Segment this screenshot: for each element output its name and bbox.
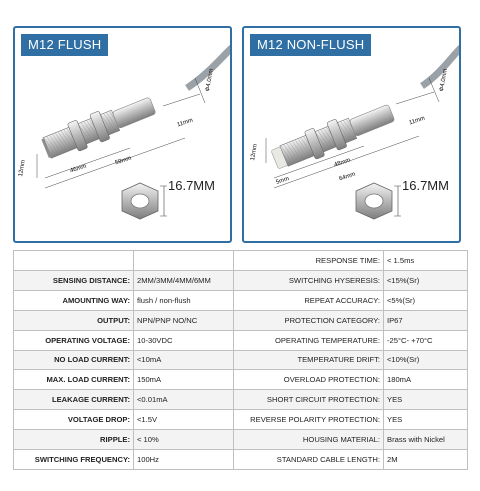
nut-image — [122, 183, 158, 219]
spec-label-right: STANDARD CABLE LENGTH: — [234, 450, 384, 470]
spec-label-right: SWITCHING HYSERESIS: — [234, 270, 384, 290]
table-row — [14, 290, 468, 310]
dim-length-thread: 46mm — [69, 163, 88, 175]
spec-label-left: OPERATING VOLTAGE: — [14, 330, 134, 350]
spec-label-left: SWITCHING FREQUENCY: — [14, 450, 134, 470]
spec-value-right: <15%(Sr) — [384, 270, 468, 290]
spec-value-right: -25°C- +70°C — [384, 330, 468, 350]
spec-value-left: < 10% — [134, 430, 234, 450]
dim-length-tail: 11mm — [408, 115, 426, 127]
spec-value-right: IP67 — [384, 310, 468, 330]
spec-label-left: MAX. LOAD CURRENT: — [14, 370, 134, 390]
non-flush-sensor-drawing — [244, 28, 461, 243]
table-row — [14, 390, 468, 410]
nut-size-label: 16.7MM — [402, 178, 449, 193]
flush-sensor-drawing — [15, 28, 232, 243]
dim-length-head: 5mm — [275, 176, 290, 186]
spec-label-right: OPERATING TEMPERATURE: — [234, 330, 384, 350]
table-row — [14, 410, 468, 430]
spec-value-left: NPN/PNP NO/NC — [134, 310, 234, 330]
spec-label-right: OVERLOAD PROTECTION: — [234, 370, 384, 390]
spec-value-right: Brass with Nickel — [384, 430, 468, 450]
spec-value-left: 150mA — [134, 370, 234, 390]
dim-length-total: 64mm — [338, 171, 357, 183]
spec-value-right: <5%(Sr) — [384, 290, 468, 310]
spec-value-left: <10mA — [134, 350, 234, 370]
panel-title: M12 FLUSH — [21, 34, 108, 56]
spec-value-right: < 1.5ms — [384, 251, 468, 271]
spec-label-right: REVERSE POLARITY PROTECTION: — [234, 410, 384, 430]
dim-length-total: 59mm — [114, 155, 133, 167]
table-row — [14, 430, 468, 450]
dim-thread: 12mm — [18, 159, 27, 178]
spec-label-right: RESPONSE TIME: — [234, 251, 384, 271]
spec-label-right: SHORT CIRCUIT PROTECTION: — [234, 390, 384, 410]
spec-table — [13, 250, 468, 470]
sensor-body — [40, 91, 159, 162]
table-row — [14, 330, 468, 350]
spec-label-left: OUTPUT: — [14, 310, 134, 330]
dim-thread: 12mm — [250, 143, 259, 162]
dim-length-tail: 11mm — [176, 117, 194, 129]
table-row — [14, 310, 468, 330]
nut-size-label: 16.7MM — [168, 178, 215, 193]
spec-value-left: <0.01mA — [134, 390, 234, 410]
dim-diameter: Φ4.0mm — [439, 68, 449, 93]
spec-label-left: VOLTAGE DROP: — [14, 410, 134, 430]
table-row — [14, 270, 468, 290]
spec-value-right: YES — [384, 410, 468, 430]
panel-m12-non-flush — [242, 26, 461, 243]
spec-label-right: TEMPERATURE DRIFT: — [234, 350, 384, 370]
dim-diameter: Φ4.0mm — [205, 68, 215, 93]
spec-label-left: RIPPLE: — [14, 430, 134, 450]
spec-value-left: 10-30VDC — [134, 330, 234, 350]
spec-value-left: 100Hz — [134, 450, 234, 470]
panel-title: M12 NON-FLUSH — [250, 34, 371, 56]
spec-label-left: LEAKAGE CURRENT: — [14, 390, 134, 410]
table-row — [14, 370, 468, 390]
table-row — [14, 251, 468, 271]
spec-label-left — [14, 251, 134, 271]
spec-label-left: NO LOAD CURRENT: — [14, 350, 134, 370]
spec-label-right: HOUSING MATERIAL: — [234, 430, 384, 450]
spec-value-left — [134, 251, 234, 271]
spec-label-right: REPEAT ACCURACY: — [234, 290, 384, 310]
spec-value-right: 2M — [384, 450, 468, 470]
spec-value-left: 2MM/3MM/4MM/6MM — [134, 270, 234, 290]
spec-value-right: <10%(Sr) — [384, 350, 468, 370]
dim-length-thread: 48mm — [333, 157, 352, 169]
spec-value-left: <1.5V — [134, 410, 234, 430]
spec-label-right: PROTECTION CATEGORY: — [234, 310, 384, 330]
nut-image — [356, 183, 392, 219]
table-row — [14, 350, 468, 370]
spec-value-left: flush / non-flush — [134, 290, 234, 310]
spec-label-left: AMOUNTING WAY: — [14, 290, 134, 310]
spec-label-left: SENSING DISTANCE: — [14, 270, 134, 290]
spec-value-right: YES — [384, 390, 468, 410]
spec-value-right: 180mA — [384, 370, 468, 390]
panel-m12-flush — [13, 26, 232, 243]
table-row — [14, 450, 468, 470]
